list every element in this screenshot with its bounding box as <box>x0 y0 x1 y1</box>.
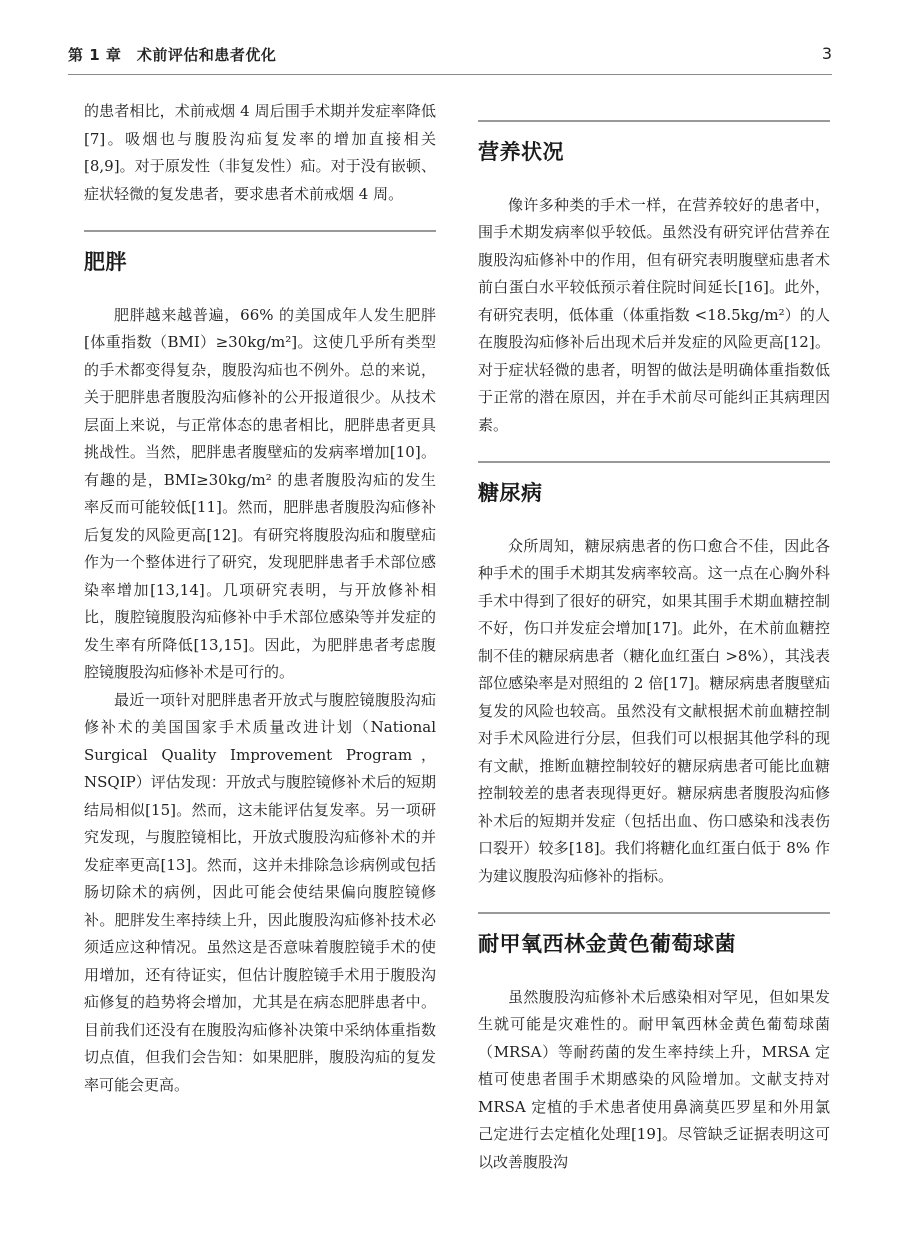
left-column <box>84 98 436 1099</box>
section-diabetes-heading <box>478 461 830 507</box>
section-nutrition-heading <box>478 120 830 166</box>
chapter-title: 第 1 章 术前评估和患者优化 <box>68 46 277 64</box>
page-number: 3 <box>821 44 832 63</box>
section-divider <box>84 230 436 232</box>
section-title-nutrition: 营养状况 <box>478 139 564 164</box>
section-divider <box>478 461 830 463</box>
paragraph-diabetes: 众所周知，糖尿病患者的伤口愈合不佳，因此各种手术的围手术期其发病率较高。这一点在心胸外科手术中得到了很好的研究，如果其围手术期血糖控制不好，伤口并发症会增加[17]。此外，在术前血糖控制不佳的糖尿病患者（糖化血红蛋白 >8%），其浅表部位感染率是对照组的 2 倍[17]。糖尿病患者腹壁疝复发的风险也较高。虽然没有文献根据术前血糖控制对手术风险进行分层，但我们可以根据其他学科的现有文献，推断血糖控制较好的糖尿病患者可能比血糖控制较差的患者表现得更好。糖尿病患者腹股沟疝修补术后的短期并发症（包括出血、伤口感染和浅表伤口裂开）较多[18]。我们将糖化血红蛋白低于 8% 作为建议腹股沟疝修补的指标。 <box>478 536 830 885</box>
section-obesity-heading <box>84 230 436 276</box>
page-header <box>68 38 832 75</box>
section-divider <box>478 912 830 914</box>
section-title-obesity: 肥胖 <box>84 249 127 274</box>
paragraph-obesity-1: 肥胖越来越普遍，66% 的美国成年人发生肥胖[体重指数（BMI）≥30kg/m²]。这使几乎所有类型的手术都变得复杂，腹股沟疝也不例外。总的来说，关于肥胖患者腹股沟疝修补的公开报道很少。从技术层面上来说，与正常体态的患者相比，肥胖患者更具挑战性。当然，肥胖患者腹壁疝的发病率增加[10]。有趣的是，BMI≥30kg/m² 的患者腹股沟疝的发生率反而可能较低[11]。然而，肥胖患者腹股沟疝修补后复发的风险更高[12]。有研究将腹股沟疝和腹壁疝作为一个整体进行了研究，发现肥胖患者手术部位感染率增加[13,14]。几项研究表明，与开放修补相比，腹腔镜腹股沟疝修补中手术部位感染等并发症的发生率有所降低[13,15]。因此，为肥胖患者考虑腹腔镜腹股沟疝修补术是可行的。 <box>84 305 436 681</box>
paragraph-mrsa: 虽然腹股沟疝修补术后感染相对罕见，但如果发生就可能是灾难性的。耐甲氧西林金黄色葡萄球菌（MRSA）等耐药菌的发生率持续上升，MRSA 定植可使患者围手术期感染的风险增加。文献支持对 MRSA 定植的手术患者使用鼻滴莫匹罗星和外用氯己定进行去定植化处理[19]。尽管缺乏证据表明这可以改善腹股沟 <box>478 987 830 1171</box>
paragraph-obesity-2: 最近一项针对肥胖患者开放式与腹腔镜腹股沟疝修补术的美国国家手术质量改进计划（National Surgical Quality Improvement Program，NSQIP）评估发现：开放式与腹腔镜修补术后的短期结局相似[15]。然而，这未能评估复发率。另一项研究发现，与腹腔镜相比，开放式腹股沟疝修补术的并发症率更高[13]。然而，这并未排除急诊病例或包括肠切除术的病例，因此可能会使结果偏向腹腔镜修补。肥胖发生率持续上升，因此腹股沟疝修补技术必须适应这种情况。虽然这是否意味着腹腔镜手术的使用增加，还有待证实，但估计腹腔镜手术用于腹股沟疝修复的趋势将会增加，尤其是在病态肥胖患者中。目前我们还没有在腹股沟疝修补决策中采纳体重指数切点值，但我们会告知：如果肥胖，腹股沟疝的复发率可能会更高。 <box>84 690 436 1094</box>
right-column <box>478 98 830 1176</box>
paragraph-nutrition: 像许多种类的手术一样，在营养较好的患者中，围手术期发病率似乎较低。虽然没有研究评估营养在腹股沟疝修补中的作用，但有研究表明腹壁疝患者术前白蛋白水平较低预示着住院时间延长[16]。此外，有研究表明，低体重（体重指数 <18.5kg/m²）的人在腹股沟疝修补后出现术后并发症的风险更高[12]。对于症状轻微的患者，明智的做法是明确体重指数低于正常的潜在原因，并在手术前尽可能纠正其病理因素。 <box>478 195 830 434</box>
paragraph-intro: 的患者相比，术前戒烟 4 周后围手术期并发症率降低[7]。吸烟也与腹股沟疝复发率的增加直接相关[8,9]。对于原发性（非复发性）疝。对于没有嵌顿、症状轻微的复发患者，要求患者术前戒烟 4 周。 <box>84 102 436 203</box>
section-title-diabetes: 糖尿病 <box>478 480 543 505</box>
section-divider <box>478 120 830 122</box>
section-mrsa-heading <box>478 912 830 958</box>
section-title-mrsa: 耐甲氧西林金黄色葡萄球菌 <box>478 931 736 956</box>
